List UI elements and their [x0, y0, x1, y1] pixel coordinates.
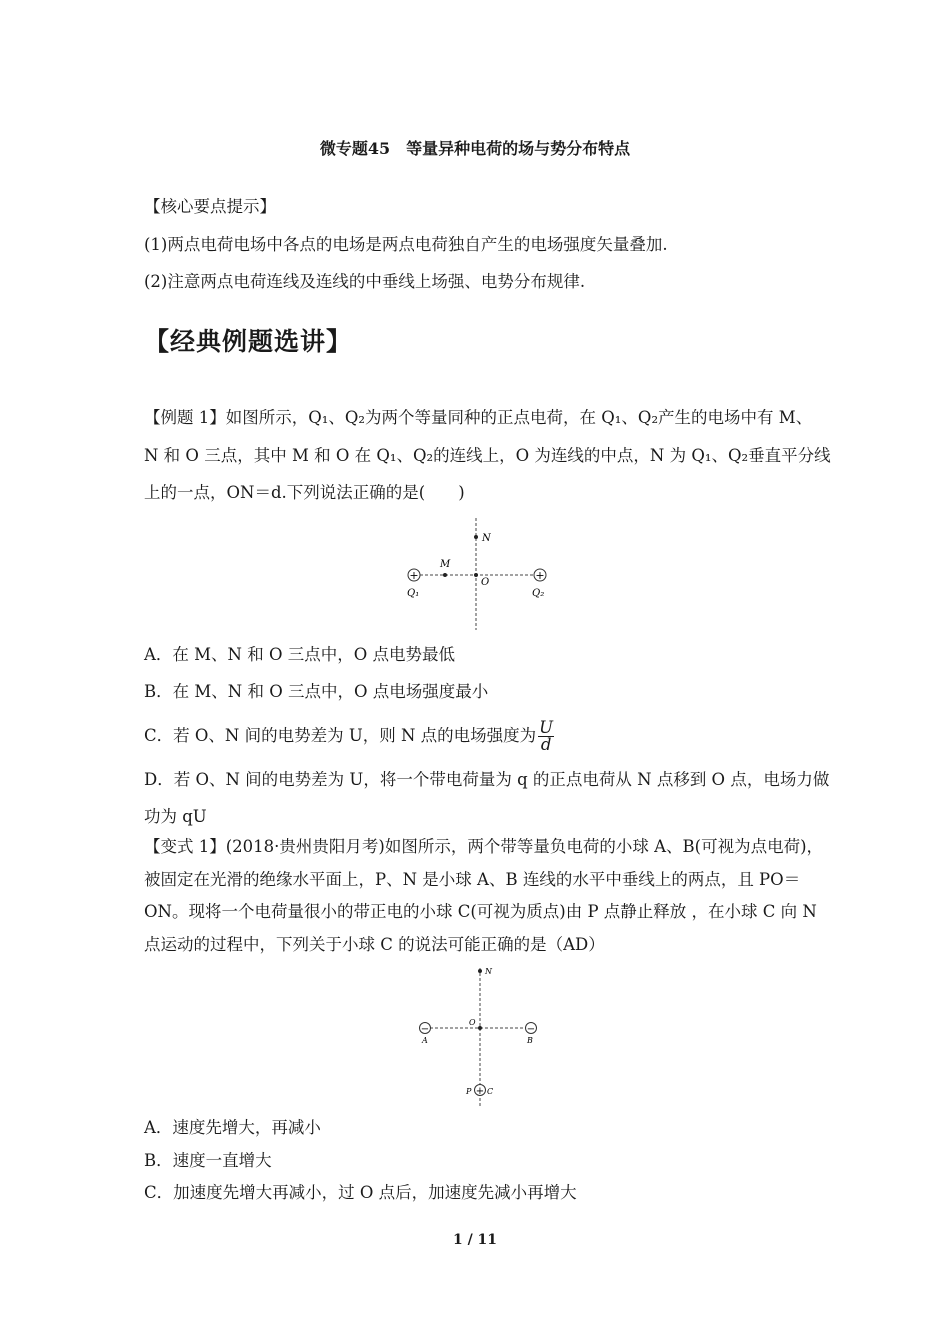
label-b: B — [527, 1036, 533, 1045]
point-n — [474, 535, 478, 539]
section-title: 【经典例题选讲】 — [144, 327, 353, 356]
example1-line-2: N 和 O 三点，其中 M 和 O 在 Q₁、Q₂的连线上，O 为连线的中点，N 为 Q₁、Q₂垂直平分线 — [144, 446, 831, 465]
variant1-line-1: 【变式 1】(2018·贵州贵阳月考)如图所示，两个带等量负电荷的小球 A、B(可视为点电荷)， — [144, 837, 824, 856]
q2-plus-sign: + — [535, 569, 545, 582]
label-q2: Q₂ — [532, 588, 545, 599]
label-n: N — [485, 967, 492, 976]
document-title: 微专题45 等量异种电荷的场与势分布特点 — [319, 139, 631, 158]
fraction-numerator: U — [539, 718, 554, 737]
label-o: O — [481, 577, 490, 588]
variant1-option-a: A．速度先增大，再减小 — [144, 1118, 321, 1137]
label-m: M — [440, 559, 451, 570]
example1-option-d-line-1: D．若 O、N 间的电势差为 U，将一个带电荷量为 q 的正点电荷从 N 点移到 O 点，电场力做 — [144, 770, 830, 789]
charge-a-minus-sign: − — [420, 1024, 430, 1035]
label-p: P — [466, 1087, 472, 1096]
point-o — [478, 1026, 482, 1030]
label-q1: Q₁ — [407, 588, 420, 599]
variant1-option-c: C．加速度先增大再减小，过 O 点后，加速度先减小再增大 — [144, 1183, 577, 1202]
option-c-text: C．若 O、N 间的电势差为 U，则 N 点的电场强度为 — [144, 726, 537, 745]
variant1-option-b: B．速度一直增大 — [144, 1151, 272, 1170]
variant1-line-3: ON。现将一个电荷量很小的带正电的小球 C(可视为质点)由 P 点静止释放 ，在小球 C 向 N — [144, 902, 817, 921]
example1-option-a: A．在 M、N 和 O 三点中，O 点电势最低 — [144, 645, 456, 664]
variant1-figure — [410, 964, 550, 1108]
example1-line-3: 上的一点，ON＝d.下列说法正确的是( ) — [144, 483, 465, 502]
page-number: 1 / 11 — [452, 1232, 498, 1248]
fraction-denominator: d — [540, 735, 552, 754]
charge-b-minus-sign: − — [526, 1024, 536, 1035]
q1-plus-sign: + — [409, 569, 419, 582]
key-points-heading: 【核心要点提示】 — [144, 197, 276, 216]
example1-figure — [398, 518, 558, 632]
example1-line-1: 【例题 1】如图所示，Q₁、Q₂为两个等量同种的正点电荷，在 Q₁、Q₂产生的电场中有 M、 — [144, 408, 813, 427]
point-n — [478, 969, 482, 973]
label-n: N — [482, 533, 491, 544]
point-m — [443, 573, 447, 577]
label-c: C — [487, 1087, 494, 1096]
point-o — [474, 573, 478, 577]
fraction-u-over-d — [538, 720, 554, 753]
example1-option-d-line-2: 功为 qU — [144, 807, 207, 826]
label-a: A — [422, 1036, 428, 1045]
example1-option-b: B．在 M、N 和 O 三点中，O 点电场强度最小 — [144, 682, 489, 701]
key-point-2: (2)注意两点电荷连线及连线的中垂线上场强、电势分布规律. — [144, 272, 586, 291]
key-point-1: (1)两点电荷电场中各点的电场是两点电荷独自产生的电场强度矢量叠加. — [144, 235, 668, 254]
ball-c-plus-sign: + — [475, 1086, 485, 1097]
variant1-line-4: 点运动的过程中，下列关于小球 C 的说法可能正确的是（AD） — [144, 935, 605, 954]
example1-option-c — [144, 717, 554, 755]
label-o: O — [469, 1018, 476, 1027]
variant1-line-2: 被固定在光滑的绝缘水平面上，P、N 是小球 A、B 连线的水平中垂线上的两点，且 PO＝ — [144, 870, 801, 889]
